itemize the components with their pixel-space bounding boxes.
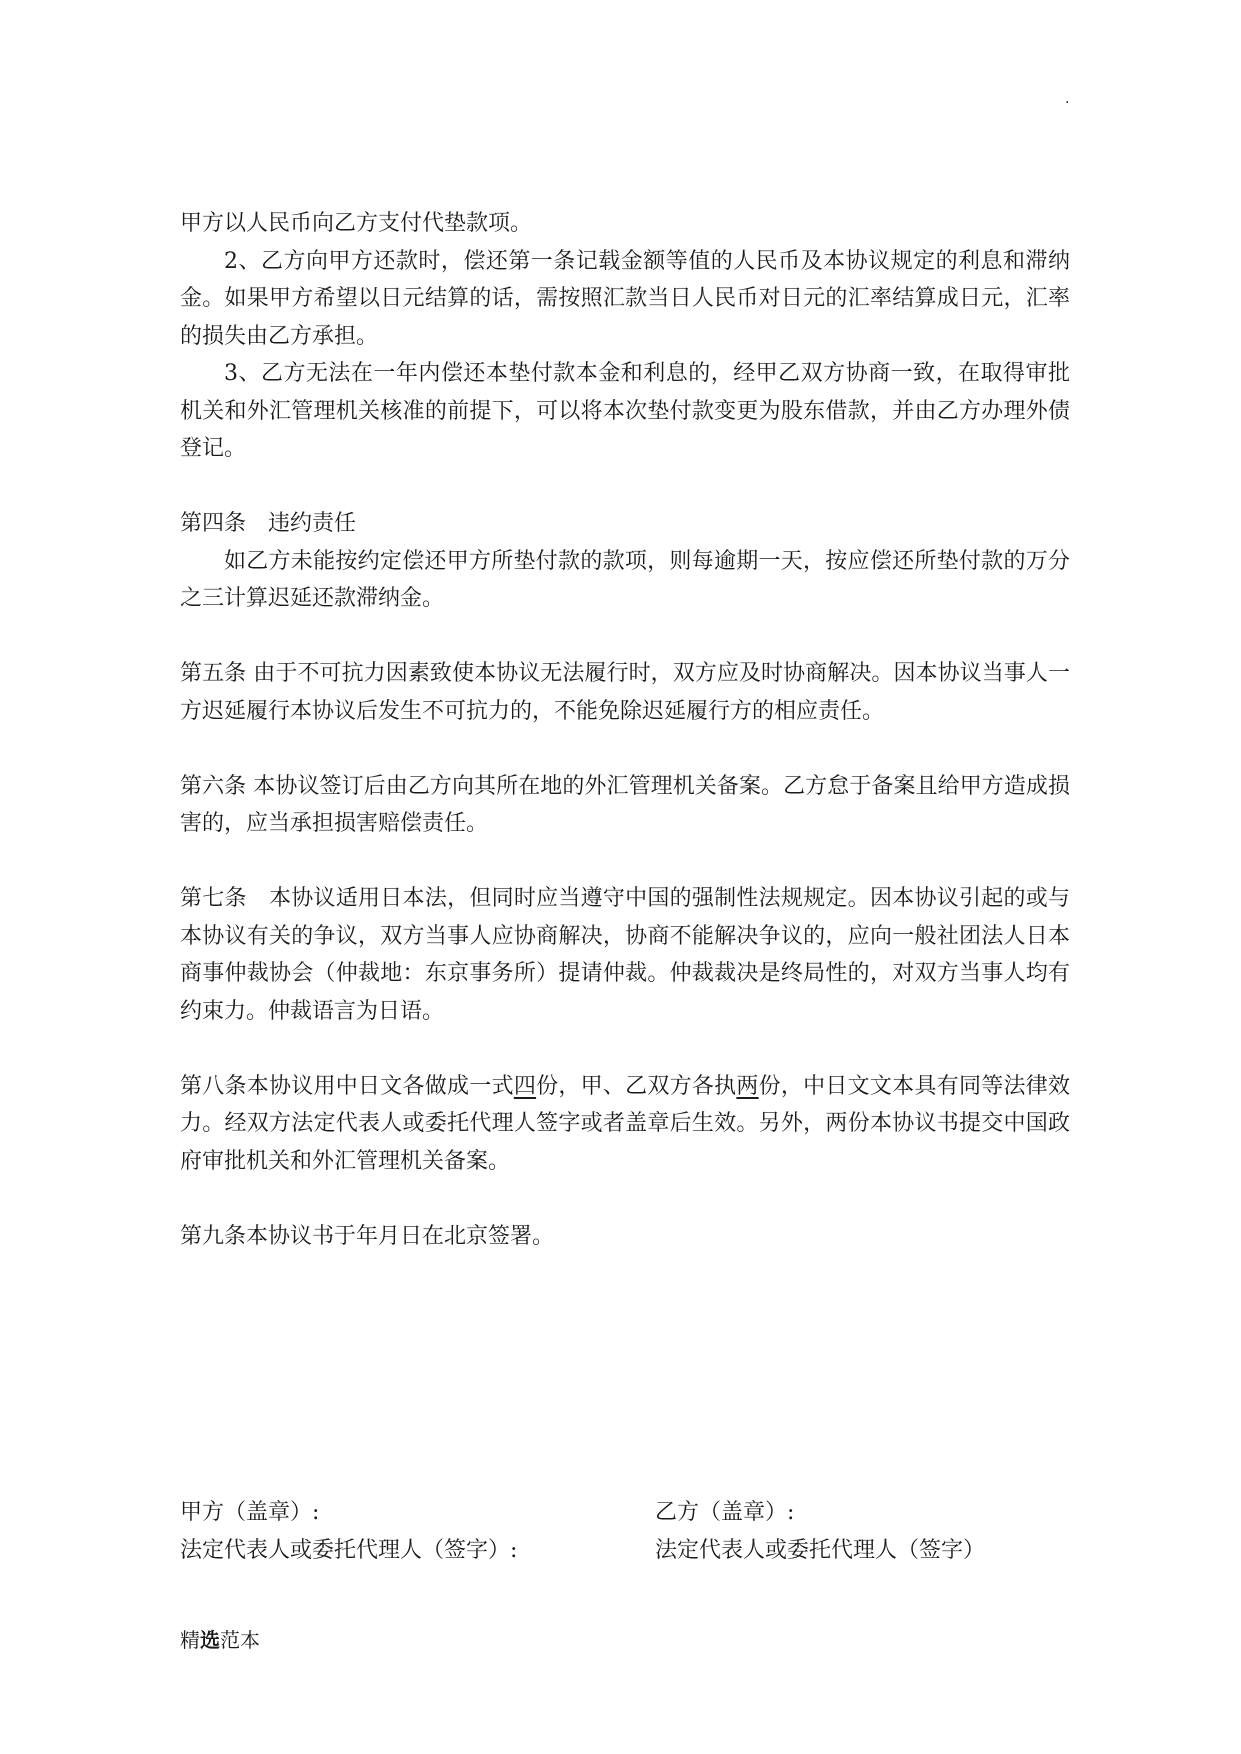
paragraph-repayment-clause-3: 3、乙方无法在一年内偿还本垫付款本金和利息的，经甲乙双方协商一致，在取得审批机关和外汇管理机关核准的前提下，可以将本次垫付款变更为股东借款，并由乙方办理外债登记。 bbox=[180, 361, 1070, 461]
contract-body bbox=[180, 205, 1070, 1255]
party-b-signature-block bbox=[655, 1494, 985, 1570]
article-4-body: 如乙方未能按约定偿还甲方所垫付款的款项，则每逾期一天，按应偿还所垫付款的万分之三计算迟延还款滞纳金。 bbox=[180, 548, 1070, 611]
corner-mark: · bbox=[1065, 95, 1070, 111]
footer-text-1: 精 bbox=[180, 1628, 200, 1652]
article-8-text-a: 第八条本协议用中日文各做成一式 bbox=[180, 1073, 514, 1099]
paragraph-payment-currency: 甲方以人民币向乙方支付代垫款项。 bbox=[180, 211, 533, 236]
footer-label bbox=[180, 1627, 260, 1653]
party-a-signature-block bbox=[180, 1494, 517, 1570]
article-8-text-b: 份，甲、乙双方各执 bbox=[536, 1073, 737, 1099]
party-a-seal-label: 甲方（盖章）: bbox=[180, 1500, 320, 1525]
article-8-copies-total: 四 bbox=[513, 1073, 537, 1099]
article-5: 第五条 由于不可抗力因素致使本协议无法履行时，双方应及时协商解决。因本协议当事人一方迟延履行本协议后发生不可抗力的，不能免除迟延履行方的相应责任。 bbox=[180, 661, 1070, 724]
footer-text-3: 范本 bbox=[220, 1628, 260, 1652]
paragraph-repayment-clause-2: 2、乙方向甲方还款时，偿还第一条记载金额等值的人民币及本协议规定的利息和滞纳金。如果甲方希望以日元结算的话，需按照汇款当日人民币对日元的汇率结算成日元，汇率的损失由乙方承担。 bbox=[180, 248, 1070, 349]
party-b-representative-label: 法定代表人或委托代理人（签字） bbox=[655, 1538, 986, 1563]
article-8-copies-each: 两 bbox=[736, 1073, 759, 1099]
party-b-seal-label: 乙方（盖章）: bbox=[655, 1500, 795, 1525]
footer-text-2: 选 bbox=[200, 1628, 220, 1652]
article-7: 第七条 本协议适用日本法，但同时应当遵守中国的强制性法规规定。因本协议引起的或与本协议有关的争议，双方当事人应协商解决，协商不能解决争议的，应向一般社团法人日本商事仲裁协会（仲裁地：东京事务所）提请仲裁。仲裁裁决是终局性的，对双方当事人均有约束力。仲裁语言为日语。 bbox=[180, 886, 1070, 1024]
party-a-representative-label: 法定代表人或委托代理人（签字）: bbox=[180, 1538, 518, 1563]
article-9: 第九条本协议书于年月日在北京签署。 bbox=[180, 1223, 555, 1249]
article-4-title: 第四条 违约责任 bbox=[180, 511, 357, 536]
article-6: 第六条 本协议签订后由乙方向其所在地的外汇管理机关备案。乙方怠于备案且给甲方造成损害的，应当承担损害赔偿责任。 bbox=[180, 773, 1070, 836]
article-8-text-c: 份，中日文文本具有同等法律效力。经双方法定代表人或委托代理人签字或者盖章后生效。另外，两份本协议书提交中国政府审批机关和外汇管理机关备案。 bbox=[180, 1073, 1070, 1174]
article-8 bbox=[180, 1068, 1070, 1181]
